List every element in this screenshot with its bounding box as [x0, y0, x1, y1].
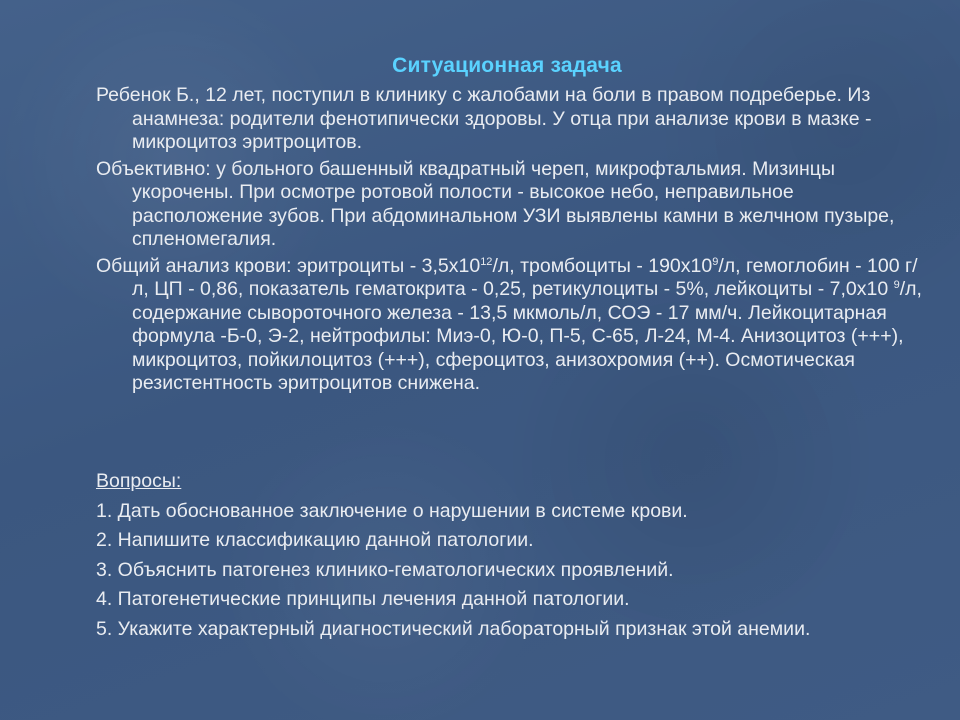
question-item: 1. Дать обоснованное заключение о нарушении в системе крови. [96, 499, 688, 522]
slide-title: Ситуационная задача [392, 54, 622, 77]
blood-test-text-2: /л, тромбоциты - 190х10 [492, 254, 713, 277]
case-paragraph-history: Ребенок Б., 12 лет, поступил в клинику с жалобами на боли в правом подреберье. Из анамнеза: родители фенотипически здоровы. У отца при анализе крови в мазке - микроцитоз эритроцитов. [96, 84, 872, 153]
blood-test-text-3: /л, гемоглобин - 100 г/л, ЦП - 0,86, показатель гематокрита - 0,25, ретикулоциты - 5%, лейкоциты - 7,0х10 [132, 254, 918, 300]
blood-test-sup-2: 9 [712, 255, 719, 268]
blood-test-sup-1: 12 [480, 255, 493, 268]
case-description [96, 84, 926, 399]
question-item: 5. Укажите характерный диагностический лабораторный признак этой анемии. [96, 617, 811, 640]
blood-test-text-4: /л, содержание сывороточного железа - 13,5 мкмоль/л, СОЭ - 17 мм/ч. Лейкоцитарная формула -Б-0, Э-2, нейтрофилы: Миэ-0, Ю-0, П-5, С-65, Л-24, М-4. Анизоцитоз (+++), микроцитоз, пойкилоцитоз (+++), сфероцитоз, анизохромия (++). Осмотическая резистентность эритроцитов снижена. [132, 278, 922, 394]
blood-test-sup-3: 9 [893, 279, 900, 291]
question-item: 3. Объяснить патогенез клинико-гематологических проявлений. [96, 558, 674, 581]
question-item: 2. Напишите классификацию данной патологии. [96, 529, 534, 551]
question-item: 4. Патогенетические принципы лечения данной патологии. [96, 588, 630, 610]
case-paragraph-blood-test [96, 255, 926, 396]
case-paragraph-exam: Объективно: у больного башенный квадратный череп, микрофтальмия. Мизинцы укорочены. При осмотре ротовой полости - высокое небо, неправильное расположение зубов. При абдоминальном УЗИ выявлены камни в желчном пузыре, спленомегалия. [96, 157, 895, 250]
blood-test-text-1: Общий анализ крови: эритроциты - 3,5х10 [96, 254, 481, 277]
questions-heading: Вопросы: [96, 470, 182, 492]
questions-section [96, 470, 926, 647]
